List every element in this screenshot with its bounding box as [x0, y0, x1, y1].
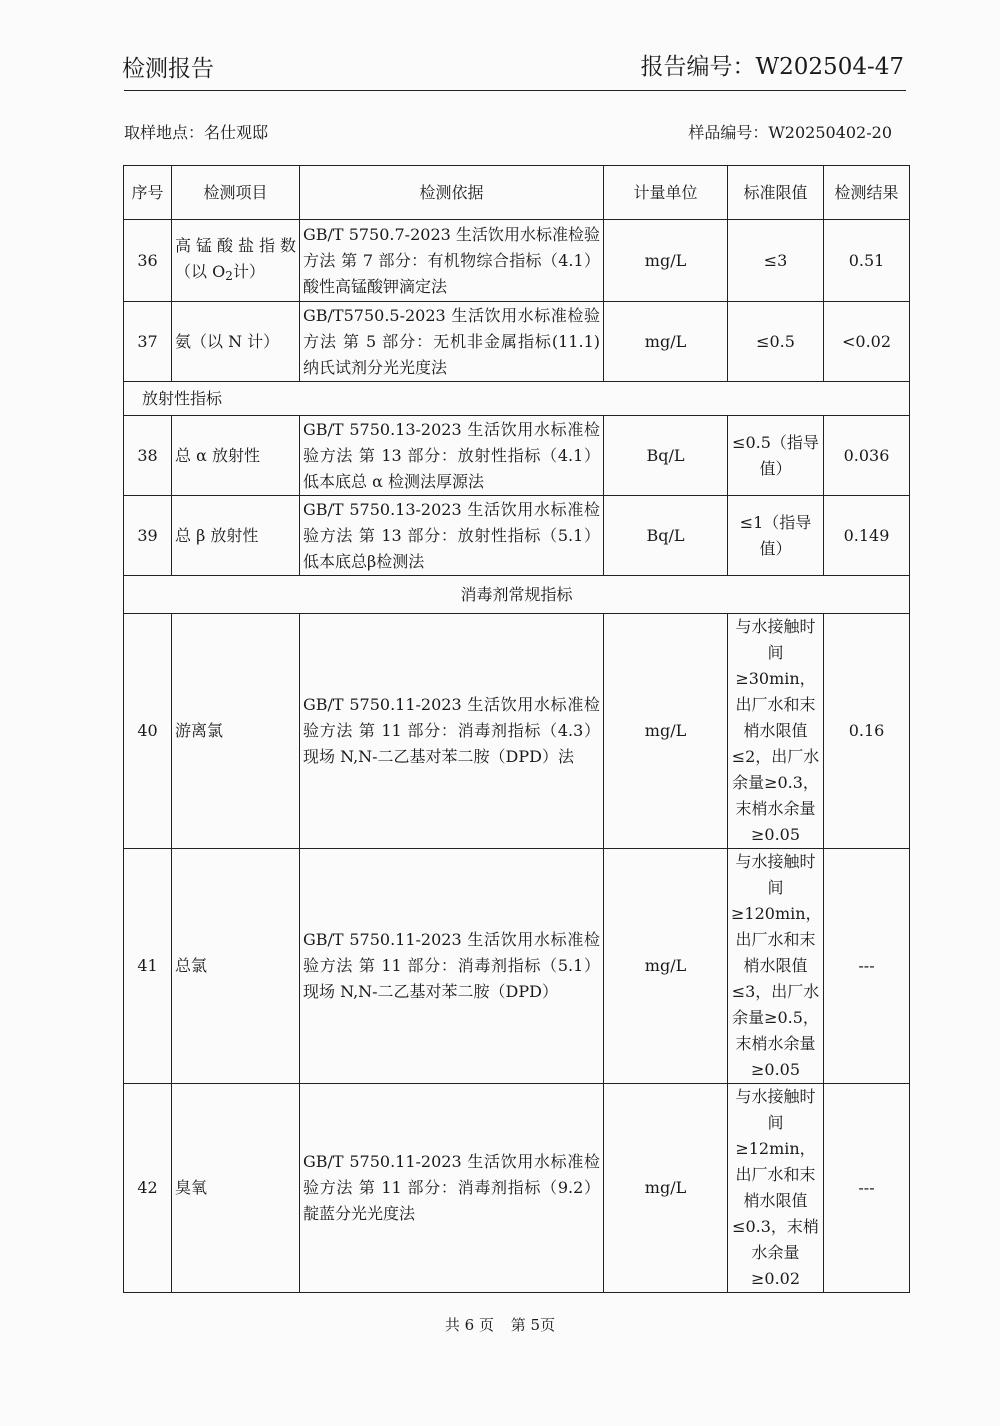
row-unit: mg/L: [604, 614, 728, 849]
row-no: 40: [124, 614, 172, 849]
col-header-limit: 标准限值: [728, 166, 824, 220]
row-item: 游离氯: [172, 614, 300, 849]
row-basis: GB/T 5750.11-2023 生活饮用水标准检验方法 第 11 部分：消毒剂指标（4.3）现场 N,N-二乙基对苯二胺（DPD）法: [300, 614, 604, 849]
row-no: 38: [124, 416, 172, 496]
row-result: 0.149: [824, 496, 910, 576]
table-row: [124, 496, 910, 576]
col-header-item: 检测项目: [172, 166, 300, 220]
row-item: 总 β 放射性: [172, 496, 300, 576]
row-limit: ≤1（指导值）: [728, 496, 824, 576]
row-unit: mg/L: [604, 220, 728, 302]
section-title: 放射性指标: [124, 382, 910, 416]
row-result: 0.51: [824, 220, 910, 302]
page-footer: [0, 1314, 1000, 1335]
row-limit: ≤3: [728, 220, 824, 302]
row-limit: 与水接触时间≥120min，出厂水和末梢水限值≤3，出厂水余量≥0.5，末梢水余量≥0.05: [728, 849, 824, 1084]
row-basis: GB/T5750.5-2023 生活饮用水标准检验方法 第 5 部分：无机非金属指标(11.1) 纳氏试剂分光光度法: [300, 302, 604, 382]
col-header-no: 序号: [124, 166, 172, 220]
table-header-row: [124, 166, 910, 220]
row-basis: GB/T 5750.7-2023 生活饮用水标准检验方法 第 7 部分：有机物综合指标（4.1）酸性高锰酸钾滴定法: [300, 220, 604, 302]
table-row: [124, 416, 910, 496]
table-row: [124, 849, 910, 1084]
row-item: 总 α 放射性: [172, 416, 300, 496]
row-result: 0.16: [824, 614, 910, 849]
row-no: 41: [124, 849, 172, 1084]
row-item: 臭氧: [172, 1084, 300, 1293]
results-table: [123, 165, 910, 1293]
sampling-location: 取样地点：名仕观邸: [124, 123, 269, 142]
page-header: [122, 48, 904, 86]
row-item: 氨（以 N 计）: [172, 302, 300, 382]
row-basis: GB/T 5750.13-2023 生活饮用水标准检验方法 第 13 部分：放射性指标（4.1）低本底总 α 检测法厚源法: [300, 416, 604, 496]
row-item: 高锰酸盐指数（以 $O_2$计）: [172, 220, 300, 302]
row-basis: GB/T 5750.11-2023 生活饮用水标准检验方法 第 11 部分：消毒剂指标（5.1）现场 N,N-二乙基对苯二胺（DPD）: [300, 849, 604, 1084]
row-unit: Bq/L: [604, 496, 728, 576]
row-basis: GB/T 5750.13-2023 生活饮用水标准检验方法 第 13 部分：放射性指标（5.1）低本底总β检测法: [300, 496, 604, 576]
row-limit: 与水接触时间≥12min，出厂水和末梢水限值≤0.3，末梢水余量≥0.02: [728, 1084, 824, 1293]
row-no: 39: [124, 496, 172, 576]
row-result: ---: [824, 1084, 910, 1293]
page-total: 共 6 页: [444, 1316, 494, 1334]
row-no: 37: [124, 302, 172, 382]
section-row-radioactive: [124, 382, 910, 416]
row-limit: ≤0.5（指导值）: [728, 416, 824, 496]
row-result: ---: [824, 849, 910, 1084]
row-result: 0.036: [824, 416, 910, 496]
row-no: 42: [124, 1084, 172, 1293]
row-item: 总氯: [172, 849, 300, 1084]
row-limit: 与水接触时间≥30min，出厂水和末梢水限值≤2，出厂水余量≥0.3，末梢水余量≥0.05: [728, 614, 824, 849]
page-current: 第 5页: [510, 1316, 556, 1334]
report-title: 检测报告: [122, 56, 214, 82]
row-unit: mg/L: [604, 1084, 728, 1293]
row-unit: Bq/L: [604, 416, 728, 496]
report-number: 报告编号：W202504-47: [640, 54, 904, 80]
sample-number: 样品编号：W20250402-20: [688, 123, 892, 142]
section-title: 消毒剂常规指标: [124, 576, 910, 614]
row-unit: mg/L: [604, 302, 728, 382]
row-limit: ≤0.5: [728, 302, 824, 382]
table-row: [124, 302, 910, 382]
table-row: [124, 1084, 910, 1293]
row-result: <0.02: [824, 302, 910, 382]
table-row: [124, 220, 910, 302]
col-header-unit: 计量单位: [604, 166, 728, 220]
col-header-basis: 检测依据: [300, 166, 604, 220]
row-basis: GB/T 5750.11-2023 生活饮用水标准检验方法 第 11 部分：消毒剂指标（9.2）靛蓝分光光度法: [300, 1084, 604, 1293]
header-divider: [124, 90, 906, 91]
row-no: 36: [124, 220, 172, 302]
table-row: [124, 614, 910, 849]
row-unit: mg/L: [604, 849, 728, 1084]
col-header-result: 检测结果: [824, 166, 910, 220]
section-row-disinfectant: [124, 576, 910, 614]
